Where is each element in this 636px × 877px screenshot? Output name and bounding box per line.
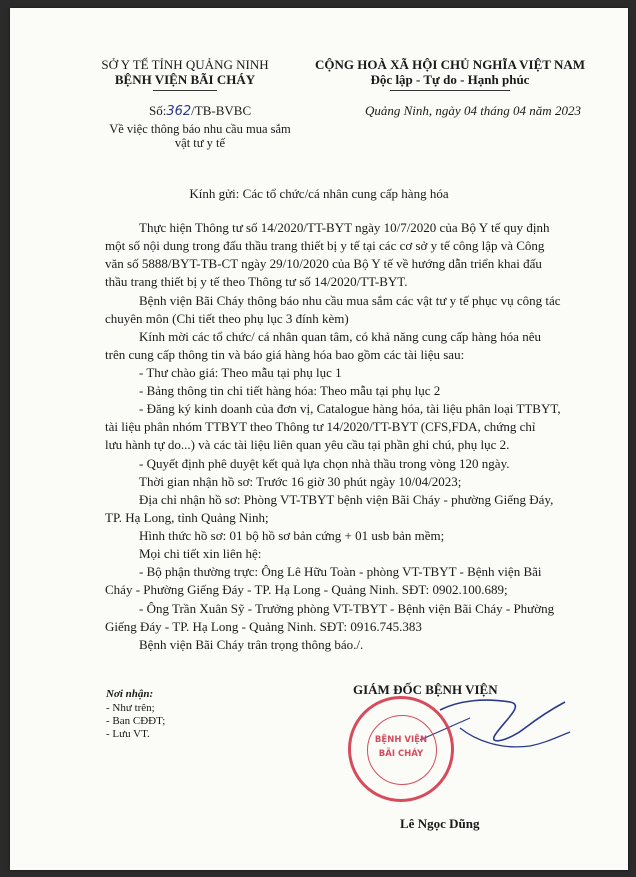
body-line: Bệnh viện Bãi Cháy trân trọng thông báo./. [139, 637, 364, 652]
body-line: chuyên môn (Chi tiết theo phụ lục 3 đính kèm) [105, 311, 349, 326]
hospital-name: BỆNH VIỆN BÃI CHÁY [114, 72, 256, 87]
body-line: Thời gian nhận hồ sơ: Trước 16 giờ 30 phút ngày 10/04/2023; [139, 474, 462, 489]
official-stamp [348, 696, 454, 802]
body-line: Giếng Đáy - TP. Hạ Long - Quảng Ninh. SĐT: 0916.745.383 [105, 619, 422, 634]
body-line: thầu trang thiết bị y tế theo Thông tư số 14/2020/TT-BYT. [105, 274, 408, 289]
number-suffix: /TB-BVBC [191, 103, 252, 118]
header-divider-right [390, 90, 510, 91]
body-line: Bệnh viện Bãi Cháy thông báo nhu cầu mua sắm các vật tư y tế phục vụ công tác [139, 293, 561, 308]
signer-name: Lê Ngọc Dũng [400, 816, 480, 831]
body-line: - Thư chào giá: Theo mẫu tại phụ lục 1 [139, 365, 342, 380]
body-line: văn số 5888/BYT-TB-CT ngày 29/10/2020 của Bộ Y tế về hướng dẫn triển khai đấu [105, 256, 542, 271]
body-line: - Bảng thông tin chi tiết hàng hóa: Theo mẫu tại phụ lục 2 [139, 383, 441, 398]
body-line: - Đăng ký kinh doanh của đơn vị, Catalogue hàng hóa, tài liệu phân loại TTBYT, [139, 401, 561, 416]
body-line: Địa chỉ nhận hồ sơ: Phòng VT-TBYT bệnh viện Bãi Cháy - phường Giếng Đáy, [139, 492, 554, 507]
country-name: CỘNG HOÀ XÃ HỘI CHỦ NGHĨA VIỆT NAM [315, 57, 586, 72]
stamp-text-line2: BÃI CHÁY [378, 749, 424, 759]
number-prefix: Số: [149, 103, 167, 118]
signature-title: GIÁM ĐỐC BỆNH VIỆN [353, 682, 498, 697]
body-line: - Ông Trần Xuân Sỹ - Trưởng phòng VT-TBYT - Bệnh viện Bãi Cháy - Phường [139, 601, 555, 616]
body-line: - Quyết định phê duyệt kết quả lựa chọn nhà thầu trong vòng 120 ngày. [139, 456, 510, 471]
body-line: lưu hành tự do...) và các tài liệu liên quan yêu cầu tại phần ghi chú, phụ lục 2. [105, 437, 510, 452]
body-line: Kính mời các tổ chức/ cá nhân quan tâm, có khả năng cung cấp hàng hóa nêu [139, 329, 541, 344]
subject-line-2: vật tư y tế [174, 136, 226, 150]
national-motto: Độc lập - Tự do - Hạnh phúc [370, 72, 530, 87]
body-line: một số nội dung trong đấu thầu trang thiết bị y tế tại các cơ sở y tế công lập và Công [105, 238, 545, 253]
body-line: Thực hiện Thông tư số 14/2020/TT-BYT ngày 10/7/2020 của Bộ Y tế quy định [139, 220, 550, 235]
document-number [149, 103, 251, 119]
document-page [10, 8, 628, 870]
body-line: - Bộ phận thường trực: Ông Lê Hữu Toàn - phòng VT-TBYT - Bệnh viện Bãi [139, 564, 542, 579]
body-line: TP. Hạ Long, tỉnh Quảng Ninh; [105, 510, 269, 525]
body-line: tài liệu phân nhóm TTBYT theo Thông tư 14/2020/TT-BYT (CFS,FDA, chứng chỉ [105, 419, 536, 434]
recipients-title: Nơi nhận: [106, 688, 154, 700]
recipient-item: - Như trên; [106, 702, 155, 714]
body-line: Hình thức hồ sơ: 01 bộ hồ sơ bản cứng + 01 usb bản mềm; [139, 528, 445, 543]
header-divider-left [153, 90, 217, 91]
subject-line-1: Về việc thông báo nhu cầu mua sắm [109, 122, 291, 136]
body-line: Cháy - Phường Giếng Đáy - TP. Hạ Long - Quảng Ninh. SĐT: 0902.100.689; [105, 582, 508, 597]
body-line: trên cung cấp thông tin và báo giá hàng hóa bao gồm các tài liệu sau: [105, 347, 465, 362]
place-date: Quảng Ninh, ngày 04 tháng 04 năm 2023 [365, 103, 581, 118]
recipient-item: - Lưu VT. [106, 728, 150, 740]
ministry-name: SỞ Y TẾ TỈNH QUẢNG NINH [101, 57, 269, 72]
handwritten-number: 362 [166, 104, 192, 119]
salutation: Kính gửi: Các tổ chức/cá nhân cung cấp hàng hóa [189, 186, 449, 201]
recipient-item: - Ban CĐĐT; [106, 715, 166, 727]
stamp-text-line1: BỆNH VIỆN [374, 735, 428, 745]
body-line: Mọi chi tiết xin liên hệ: [139, 546, 262, 561]
